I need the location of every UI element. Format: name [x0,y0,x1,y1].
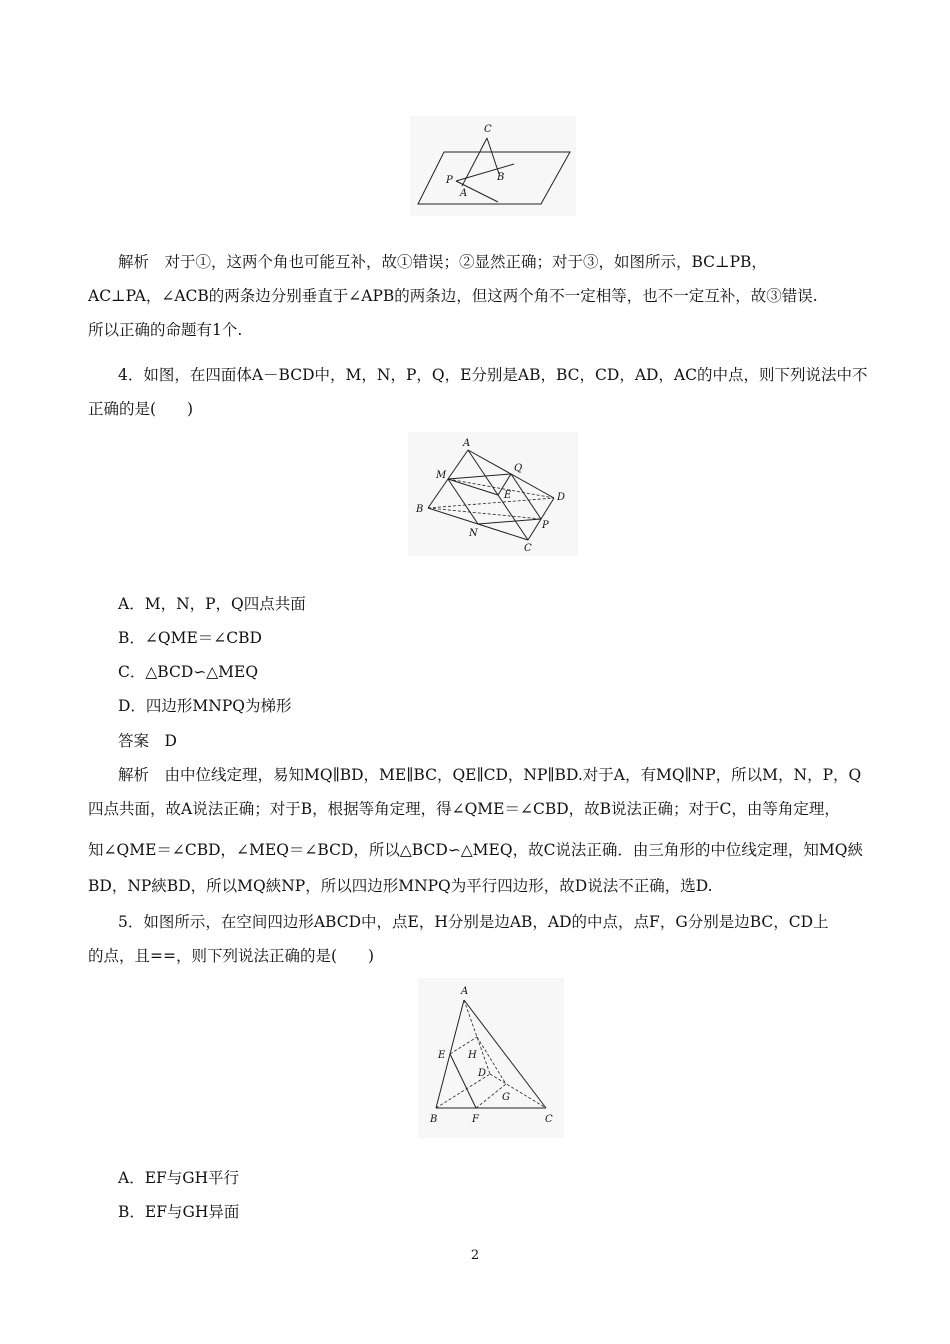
label-a: A [461,986,469,997]
q4-analysis-line3: 知∠QME＝∠CBD，∠MEQ＝∠BCD，所以△BCD∽△MEQ，故C说法正确．由三角形的中位线定理，知MQ綊 [88,841,864,859]
figure-tetrahedron-svg [408,432,578,556]
figure-quadrilateral-svg [418,978,564,1138]
q5-option-a: A．EF与GH平行 [118,1169,240,1187]
label-m: M [436,470,447,481]
label-p: P [542,520,549,531]
q4-option-c: C．△BCD∽△MEQ [118,663,259,681]
q5-option-b: B．EF与GH异面 [118,1203,240,1221]
label-d: D [478,1068,487,1079]
q4-option-a: A．M，N，P，Q四点共面 [118,595,306,613]
label-e: E [504,490,512,501]
label-b: B [497,172,505,183]
analysis-q3-line2: AC⊥PA，∠ACB的两条边分别垂直于∠APB的两条边，但这两个角不一定相等，也不一定互补，故③错误. [88,287,818,305]
label-n: N [469,528,478,539]
q4-answer: 答案 D [118,732,177,750]
q4-option-d: D．四边形MNPQ为梯形 [118,697,292,715]
figure-tetrahedron-midpoints [408,432,578,556]
figure-plane-angles-svg [410,116,576,216]
q4-analysis-line1: 解析 由中位线定理，易知MQ∥BD，ME∥BC，QE∥CD，NP∥BD.对于A，有MQ∥NP，所以M，N，P，Q [118,766,862,784]
q4-analysis-line2: 四点共面，故A说法正确；对于B，根据等角定理，得∠QME＝∠CBD，故B说法正确；对于C，由等角定理， [88,800,840,818]
label-c: C [484,124,492,135]
label-d: D [557,492,566,503]
label-a: A [460,188,468,199]
label-p: P [446,175,453,186]
label-c: C [545,1114,553,1125]
q4-analysis-line4: BD，NP綊BD，所以MQ綊NP，所以四边形MNPQ为平行四边形，故D说法不正确，选D. [88,877,713,895]
figure-plane-angles [410,116,576,216]
label-q: Q [514,463,523,474]
label-g: G [502,1092,510,1103]
figure-spatial-quadrilateral [418,978,564,1138]
analysis-q3-line1: 解析 对于①，这两个角也可能互补，故①错误；②显然正确；对于③，如图所示，BC⊥PB， [118,253,767,271]
q4-option-b: B．∠QME＝∠CBD [118,629,262,647]
q5-stem-line1: 5．如图所示，在空间四边形ABCD中，点E，H分别是边AB，AD的中点，点F，G分别是边BC，CD上 [118,913,829,931]
label-b: B [416,504,424,515]
label-h: H [468,1050,477,1061]
label-a: A [463,438,471,449]
q4-stem-line1: 4．如图，在四面体A－BCD中，M，N，P，Q，E分别是AB，BC，CD，AD，AC的中点，则下列说法中不 [118,366,868,384]
analysis-q3-line3: 所以正确的命题有1个. [88,321,243,339]
label-b: B [430,1114,438,1125]
label-f: F [472,1114,479,1125]
q5-stem-line2: 的点，且==，则下列说法正确的是( ) [88,947,375,965]
q4-stem-line2: 正确的是( ) [88,400,194,418]
label-e: E [438,1050,446,1061]
label-c: C [524,543,532,554]
page-number: 2 [470,1248,480,1263]
